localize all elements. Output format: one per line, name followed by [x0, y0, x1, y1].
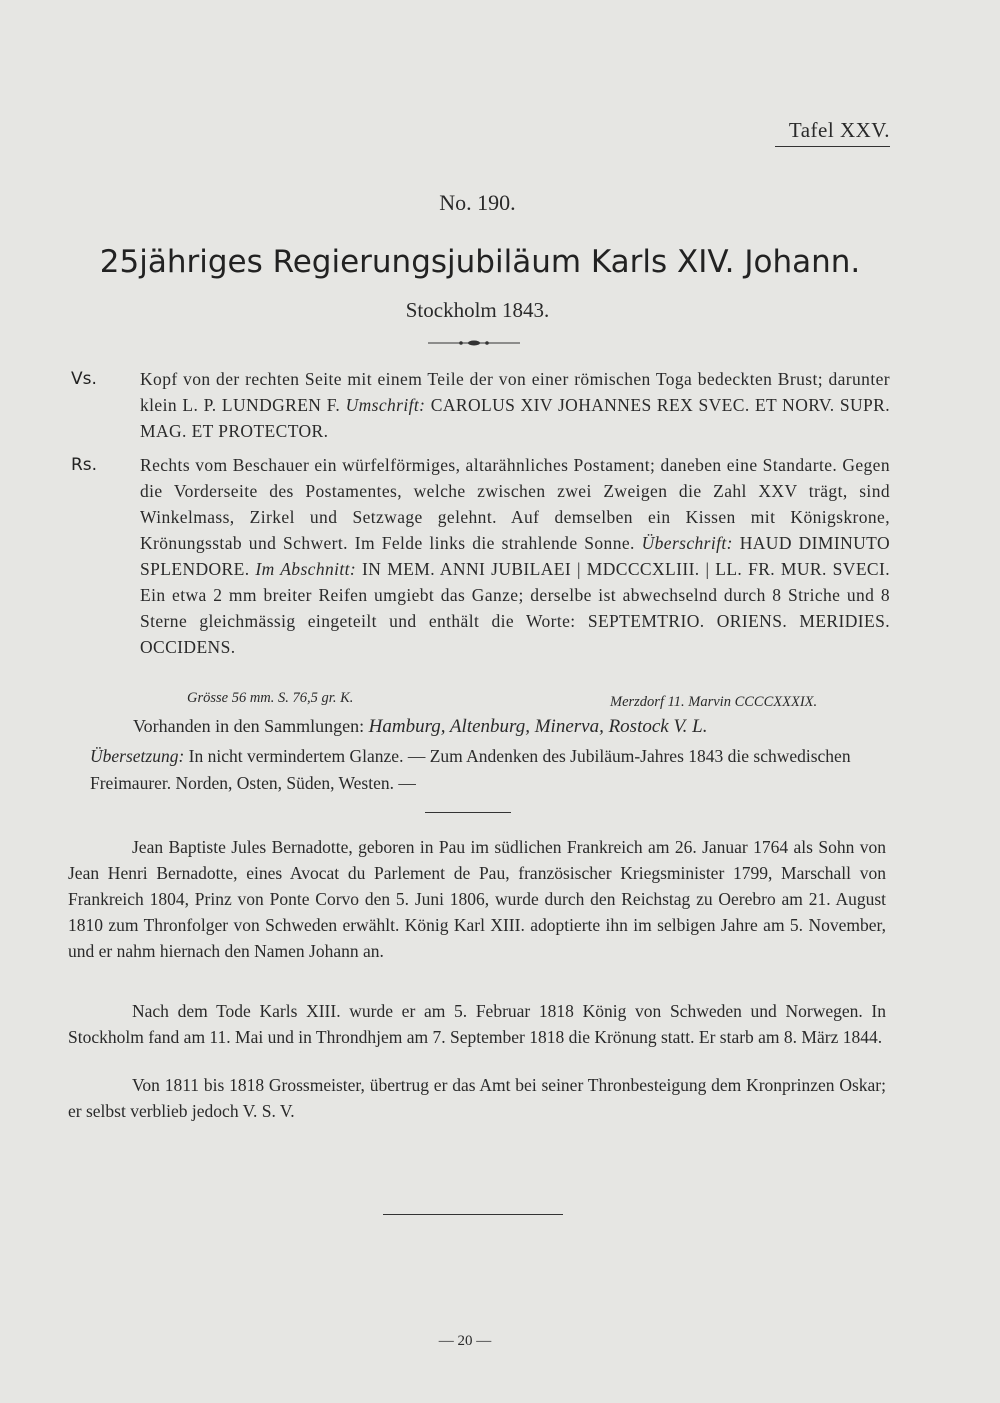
medal-size-weight: Grösse 56 mm. S. 76,5 gr. K.	[187, 690, 354, 706]
entry-title: 25jähriges Regierungsjubiläum Karls XIV. Johann.	[99, 244, 861, 280]
biography-text-1: Jean Baptiste Jules Bernadotte, geboren in Pau im südlichen Frankreich am 26. Januar 1764 als Sohn von Jean Henri Bernadotte, eines Avocat du Parlement de Pau, französischer Kriegsminister 1799, Marschall von Frankreich 1804, Prinz von Ponte Corvo den 5. Juni 1806, wurde durch den Reichstag zu Oerebro am 21. August 1810 zum Thronfolger von Schweden erwählt. König Karl XIII. adoptierte ihn im selbigen Jahre am 5. November, und er nahm hiernach den Namen Johann an.	[68, 837, 886, 961]
obverse-label: Vs.	[71, 369, 97, 389]
reverse-label: Rs.	[71, 455, 98, 475]
translation-text: In nicht vermindertem Glanze. — Zum Andenken des Jubiläum-Jahres 1843 die schwedischen Freimaurer. Norden, Osten, Süden, Westen. —	[90, 746, 851, 793]
obverse-text: Kopf von der rechten Seite mit einem Teile der von einer römischen Toga bedeckten Brust; darunter klein L. P. LUNDGREN F.	[140, 369, 890, 415]
reverse-description	[140, 452, 890, 660]
biography-paragraph-2	[68, 998, 886, 1050]
reverse-overline-label: Überschrift:	[641, 533, 733, 553]
reverse-exergue-label: Im Abschnitt:	[255, 559, 357, 579]
obverse-section	[71, 366, 890, 444]
reverse-text-1: Rechts vom Beschauer ein würfelförmiges, altarähnliches Postament; daneben eine Standarte. Gegen die Vorderseite des Postamentes, welche zwischen zwei Zweigen die Zahl XXV trägt, sind Winkelmass, Zirkel und Setzwage gelehnt. Auf demselben ein Kissen mit Königskrone, Krönungsstab und Schwert. Im Felde links die strahlende Sonne.	[140, 455, 890, 553]
translation-block	[90, 743, 888, 797]
plate-number: Tafel XXV.	[788, 118, 890, 142]
biography-paragraph-1	[68, 834, 886, 964]
obverse-inscription-label: Umschrift:	[345, 395, 426, 415]
reverse-overline: HAUD DIMINUTO SPLENDORE.	[140, 533, 890, 579]
obverse-description	[140, 366, 890, 444]
entry-number: No. 190.	[439, 190, 516, 215]
reverse-section	[71, 452, 890, 660]
end-divider	[383, 1214, 563, 1215]
plate-underline	[775, 146, 890, 147]
entry-place-date: Stockholm 1843.	[405, 298, 550, 322]
medal-references: Merzdorf 11. Marvin CCCCXXXIX.	[610, 694, 818, 710]
obverse-inscription: CAROLUS XIV JOHANNES REX SVEC. ET NORV. SUPR. MAG. ET PROTECTOR.	[140, 395, 890, 441]
ornament-divider	[428, 338, 520, 348]
translation-label: Übersetzung:	[90, 746, 185, 766]
section-divider	[425, 812, 511, 813]
reverse-text-2: Ein etwa 2 mm breiter Reifen umgiebt das Ganze; derselbe ist abwechselnd durch 8 Striche und 8 Sterne gleichmässig eingeteilt und enthält die Worte: SEPTEMTRIO. ORIENS. MERIDIES. OCCIDENS.	[140, 585, 890, 657]
collections-line	[133, 716, 707, 738]
page-number: — 20 —	[438, 1333, 492, 1349]
biography-text-3: Von 1811 bis 1818 Grossmeister, übertrug er das Amt bei seiner Thronbesteigung dem Kronprinzen Oskar; er selbst verblieb jedoch V. S. V.	[68, 1075, 886, 1121]
collections-label: Vorhanden in den Sammlungen:	[133, 716, 365, 736]
biography-text-2: Nach dem Tode Karls XIII. wurde er am 5. Februar 1818 König von Schweden und Norwegen. In Stockholm fand am 11. Mai und in Throndhjem am 7. September 1818 die Krönung statt. Er starb am 8. März 1844.	[68, 1001, 886, 1047]
reverse-exergue: IN MEM. ANNI JUBILAEI | MDCCCXLIII. | LL. FR. MUR. SVECI.	[362, 559, 890, 579]
collections-list: Hamburg, Altenburg, Minerva, Rostock V. L.	[368, 716, 708, 737]
biography-paragraph-3	[68, 1072, 886, 1124]
